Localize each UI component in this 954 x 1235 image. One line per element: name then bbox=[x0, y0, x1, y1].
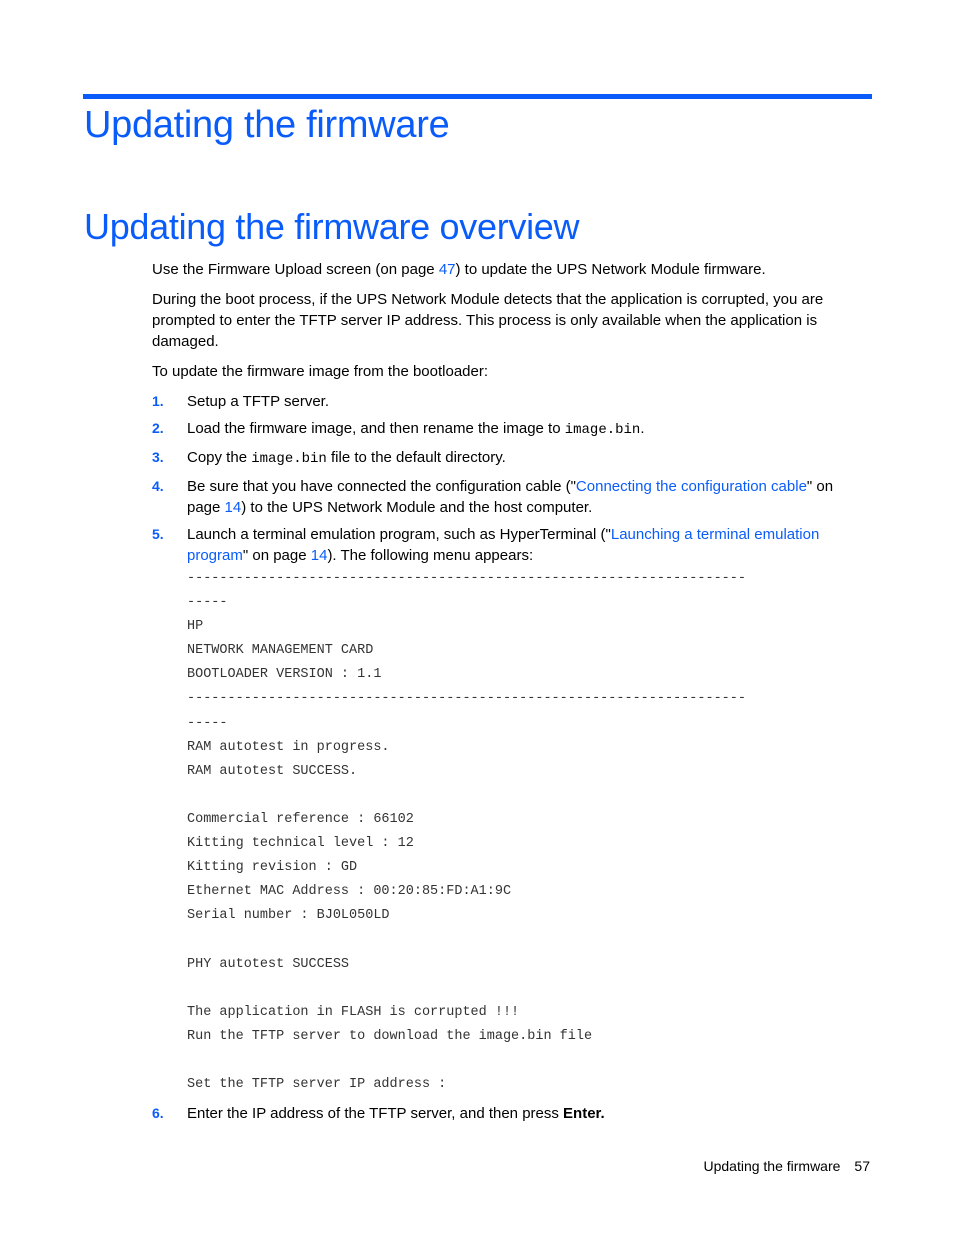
step-5: 5. Launch a terminal emulation program, such as HyperTerminal ("Launching a terminal emulation program" on page 14). The following menu appears: --------------------------------------------------------------------- ----- HP NETWORK MANAGEMENT CARD BOOTLOADER VERSION : 1.1 --------------------------------------------------------------------- ----- RAM autotest in progress. RAM autotest SUCCESS. Commercial reference : 66102 Kitting technical level : 12 Kitting revision : GD Ethernet MAC Address : 00:20:85:FD:A1:9C Serial number : BJ0L050LD PHY autotest SUCCESS The application in FLASH is corrupted !!! Run the TFTP server to download the image.bin file Set the TFTP server IP address : bbox=[152, 524, 852, 1097]
page-link-47[interactable]: 47 bbox=[438, 261, 456, 278]
step-number: 2. bbox=[152, 420, 164, 436]
link-launching-terminal[interactable]: Launching a terminal emulation program bbox=[187, 526, 820, 564]
step-2: 2. Load the firmware image, and then rename the image to image.bin. bbox=[152, 420, 645, 438]
chapter-rule bbox=[83, 94, 872, 99]
chapter-title: Updating the firmware bbox=[84, 104, 450, 146]
footer-label: Updating the firmware bbox=[703, 1158, 841, 1174]
step-3: 3. Copy the image.bin file to the default directory. bbox=[152, 449, 506, 467]
console-output: --------------------------------------------------------------------- ----- HP NETWORK MANAGEMENT CARD BOOTLOADER VERSION : 1.1 --------------------------------------------------------------------- ----- RAM autotest in progress. RAM autotest SUCCESS. Commercial reference : 66102 Kitting technical level : 12 Kitting revision : GD Ethernet MAC Address : 00:20:85:FD:A1:9C Serial number : BJ0L050LD PHY autotest SUCCESS The application in FLASH is corrupted !!! Run the TFTP server to download the image.bin file Set the TFTP server IP address : bbox=[187, 571, 746, 1092]
link-connecting-cable[interactable]: Connecting the configuration cable bbox=[575, 478, 807, 495]
step-4: 4. Be sure that you have connected the configuration cable ("Connecting the configuration cable" on page 14) to the UPS Network Module and the host computer. bbox=[152, 478, 834, 516]
step-number: 5. bbox=[152, 526, 164, 542]
page-link-14[interactable]: 14 bbox=[224, 499, 242, 516]
code-filename: image.bin bbox=[564, 422, 641, 438]
boot-paragraph: During the boot process, if the UPS Network Module detects that the application is corrupted, you are prompted to enter the TFTP server IP address. This process is only available when the application is damaged. bbox=[152, 291, 824, 350]
body-content bbox=[152, 259, 852, 1130]
steps-list bbox=[152, 391, 852, 1124]
procedure-intro: To update the firmware image from the bootloader: bbox=[152, 363, 489, 380]
enter-key-label: Enter. bbox=[563, 1105, 605, 1123]
step-number: 4. bbox=[152, 478, 164, 494]
section-title: Updating the firmware overview bbox=[84, 206, 580, 247]
step-number: 6. bbox=[152, 1105, 164, 1122]
step-number: 3. bbox=[152, 449, 164, 465]
page-link-14[interactable]: 14 bbox=[310, 547, 328, 564]
code-filename: image.bin bbox=[251, 451, 327, 467]
step-number: 1. bbox=[152, 393, 164, 409]
intro-paragraph: Use the Firmware Upload screen (on page 47) to update the UPS Network Module firmware. bbox=[152, 261, 766, 278]
page-footer bbox=[703, 1158, 870, 1174]
page-number: 57 bbox=[854, 1158, 870, 1174]
step-6: 6. Enter the IP address of the TFTP server, and then press Enter. bbox=[152, 1105, 605, 1123]
step-1: 1. Setup a TFTP server. bbox=[152, 393, 330, 410]
